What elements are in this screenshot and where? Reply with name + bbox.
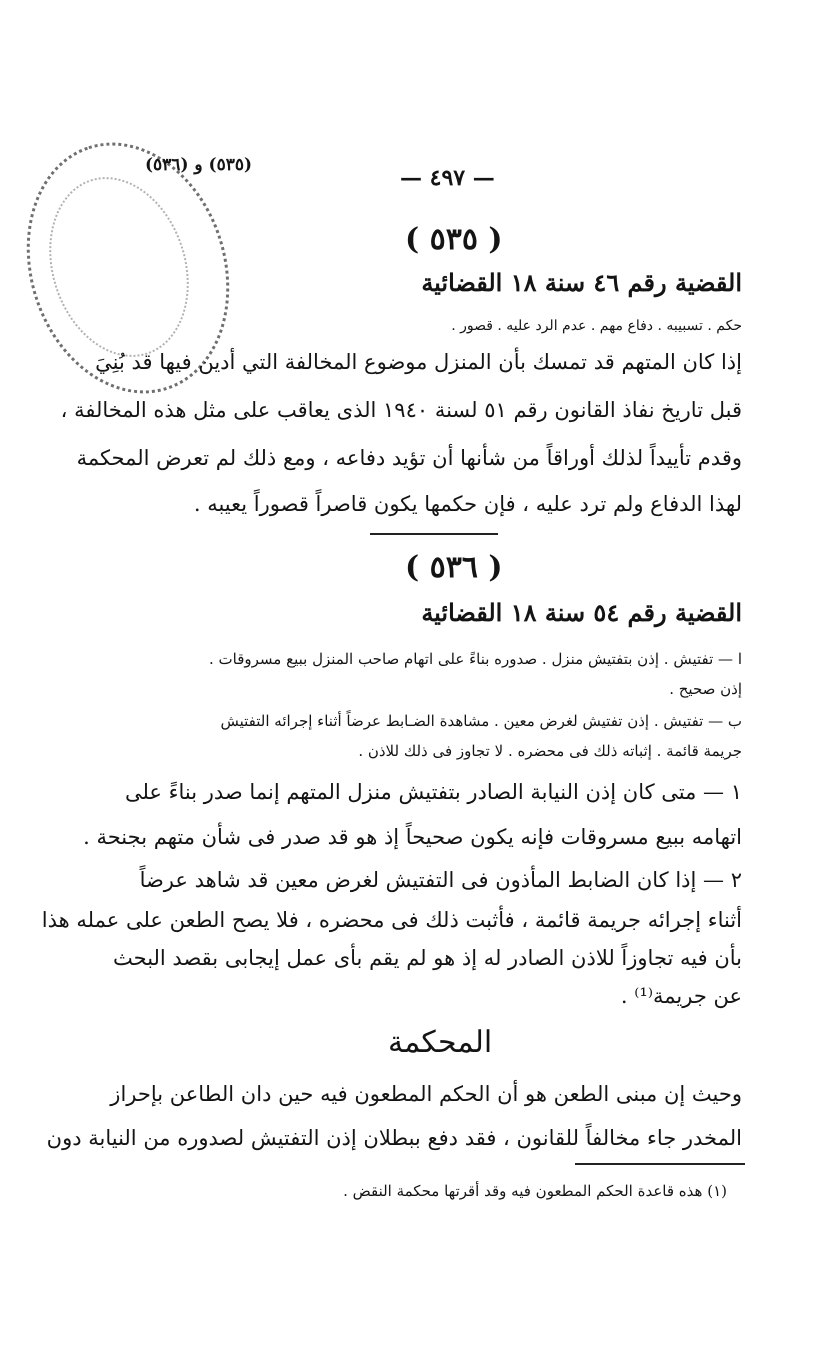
- case-536-body-line: اتهامه ببيع مسروقات فإنه يكون صحيحاً إذ هو قد صدر فى شأن متهم بجنحة .: [83, 825, 742, 849]
- case-536-title: القضية رقم ٥٤ سنة ١٨ القضائية: [421, 598, 742, 627]
- case-535-body-line: وقدم تأييداً لذلك أوراقاً من شأنها أن تؤيد دفاعه ، ومع ذلك لم تعرض المحكمة: [76, 446, 742, 470]
- footnote-separator: [575, 1163, 745, 1165]
- court-body-line: المخدر جاء مخالفاً للقانون ، فقد دفع ببطلان إذن التفتيش لصدوره من النيابة دون: [46, 1126, 742, 1150]
- case-535-body-line: لهذا الدفاع ولم ترد عليه ، فإن حكمها يكون قاصراً قصوراً يعيبه .: [193, 492, 742, 516]
- case-reference-header: (٥٣٥) و (٥٣٦): [145, 155, 253, 175]
- page-number: — ٤٩٧ —: [400, 165, 495, 191]
- section-divider: [370, 533, 498, 535]
- case-536-summary-a-line: إذن صحيح .: [669, 680, 742, 698]
- case-536-body-line: عن جريمة⁽¹⁾ .: [620, 984, 742, 1008]
- case-536-body-line: ٢ — إذا كان الضابط المأذون فى التفتيش لغرض معين قد شاهد عرضاً: [139, 868, 742, 892]
- case-536-summary-a-line: ا — تفتيش . إذن بتفتيش منزل . صدوره بناءً على اتهام صاحب المنزل ببيع مسروقات .: [208, 650, 742, 668]
- case-536-body-line: بأن فيه تجاوزاً للاذن الصادر له إذ هو لم يقم بأى عمل إيجابى بقصد البحث: [113, 946, 742, 970]
- case-535-summary: حكم . تسبيبه . دفاع مهم . عدم الرد عليه . قصور .: [451, 318, 742, 334]
- court-heading: المحكمة: [388, 1025, 493, 1060]
- case-536-summary-b-line: ب — تفتيش . إذن تفتيش لغرض معين . مشاهدة الضـابط عرضاً أثناء إجرائه التفتيش: [220, 712, 742, 730]
- footnote: (١) هذه قاعدة الحكم المطعون فيه وقد أقرتها محكمة النقض .: [343, 1182, 727, 1200]
- case-535-body-line: إذا كان المتهم قد تمسك بأن المنزل موضوع المخالفة التي أدين فيها قد بُنِيَ: [95, 350, 742, 374]
- case-535-title: القضية رقم ٤٦ سنة ١٨ القضائية: [421, 268, 742, 297]
- case-536-body-line: ١ — متى كان إذن النيابة الصادر بتفتيش منزل المتهم إنما صدر بناءً على: [124, 780, 742, 804]
- case-535-body-line: قبل تاريخ نفاذ القانون رقم ٥١ لسنة ١٩٤٠ الذى يعاقب على مثل هذه المخالفة ،: [60, 398, 742, 422]
- court-body-line: وحيث إن مبنى الطعن هو أن الحكم المطعون فيه حين دان الطاعن بإحراز: [110, 1082, 742, 1106]
- case-535-number: ( ٥٣٥ ): [405, 222, 503, 257]
- case-536-number: ( ٥٣٦ ): [405, 550, 503, 585]
- case-536-body-line: أثناء إجرائه جريمة قائمة ، فأثبت ذلك فى محضره ، فلا يصح الطعن على عمله هذا: [41, 908, 742, 932]
- case-536-summary-b-line: جريمة قائمة . إثباته ذلك فى محضره . لا تجاوز فى ذلك للاذن .: [358, 742, 742, 760]
